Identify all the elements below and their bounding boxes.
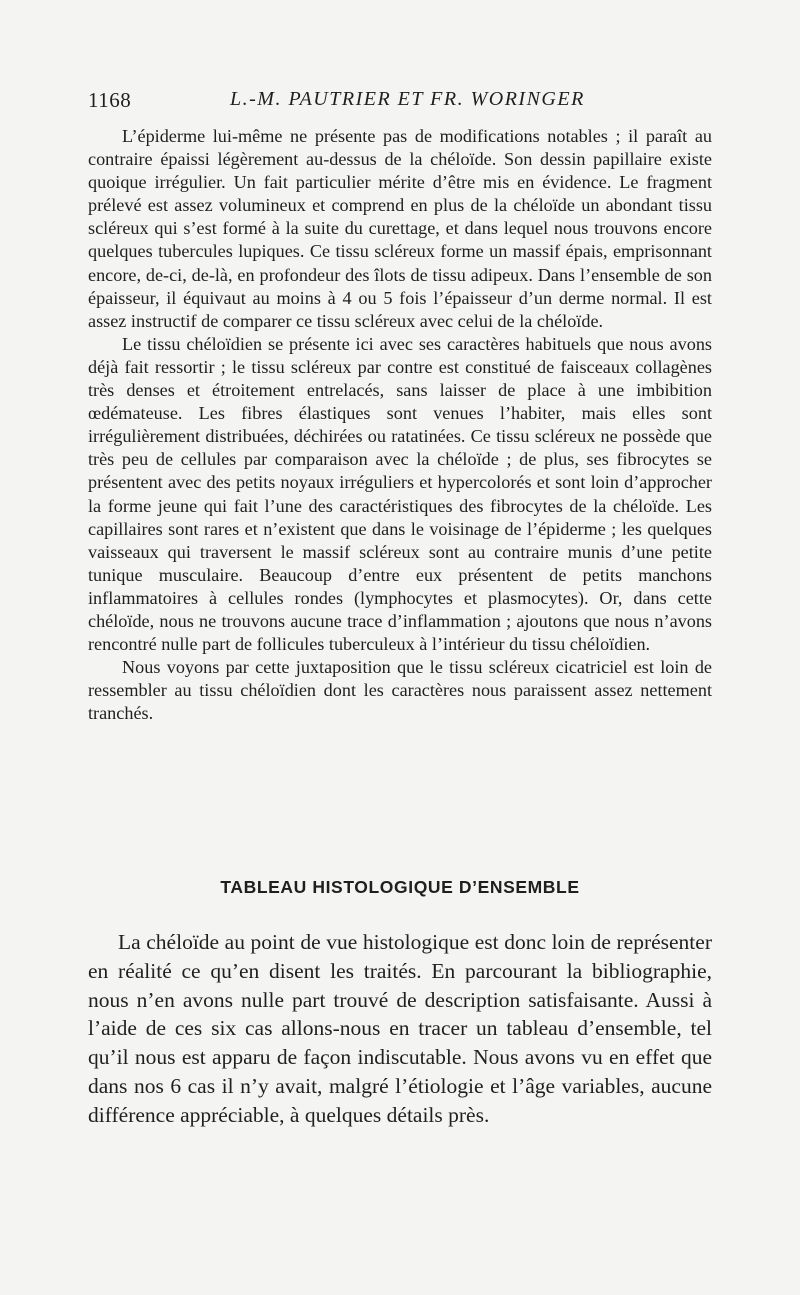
paragraph: Le tissu chéloïdien se présente ici avec ses caractères habituels que nous avons déjà fait ressortir ; le tissu scléreux par contre est constitué de faisceaux collagènes très denses et étroitement entrelacés, sans laisser de place à une imbibition œdémateuse. Les fibres élastiques sont venues l’habiter, mais elles sont irrégulièrement distribuées, déchirées ou ratatinées. Ce tissu scléreux ne possède que très peu de cellules par comparaison avec la chéloïde ; de plus, ses fibrocytes se présentent avec des petits noyaux irréguliers et hypercolorés et sont loin d’approcher la forme jeune qui fait l’une des caractéristiques des fibrocytes de la chéloïde. Les capillaires sont rares et n’existent que dans le voisinage de l’épiderme ; les quelques vaisseaux qui traversent le massif scléreux sont au contraire munis d’une petite tunique musculaire. Beaucoup d’entre eux présentent de petits manchons inflammatoires à cellules rondes (lymphocytes et plasmocytes). Or, dans cette chéloïde, nous ne trouvons aucune trace d’inflammation ; ajoutons que nous n’avons rencontré nulle part de follicules tuberculeux à l’intérieur du tissu chéloïdien. xyxy=(88,333,712,655)
page-header xyxy=(88,88,712,118)
paragraph: La chéloïde au point de vue histologique est donc loin de représenter en réalité ce qu’en disent les traités. En parcourant la bibliographie, nous n’en avons nulle part trouvé de description satisfaisante. Aussi à l’aide de ces six cas allons-nous en tracer un tableau d’ensemble, tel qu’il nous est apparu de façon indiscutable. Nous avons vu en effet que dans nos 6 cas il n’y avait, malgré l’étiologie et l’âge variables, aucune différence appréciable, à quelques détails près. xyxy=(88,930,712,1127)
section-heading: TABLEAU HISTOLOGIQUE D’ENSEMBLE xyxy=(220,877,580,897)
page-number: 1168 xyxy=(88,88,132,112)
body-text-large xyxy=(88,928,712,1130)
paragraph: Nous voyons par cette juxtaposition que le tissu scléreux cicatriciel est loin de ressembler au tissu chéloïdien dont les caractères nous paraissent assez nettement tranchés. xyxy=(88,657,712,724)
running-head: L.-M. PAUTRIER ET FR. WORINGER xyxy=(230,88,585,110)
body-text-small xyxy=(88,125,712,725)
paragraph: L’épiderme lui-même ne présente pas de modifications notables ; il paraît au contraire épaissi légèrement au-dessus de la chéloïde. Son dessin papillaire existe quoique irrégulier. Un fait particulier mérite d’être mis en évidence. Le fragment prélevé est assez volumineux et comprend en plus de la chéloïde un abondant tissu scléreux qui s’est formé à la suite du curettage, et dans lequel nous trouvons encore quelques tubercules lupiques. Ce tissu scléreux forme un massif épais, emprisonnant encore, de-ci, de-là, en profondeur des îlots de tissu adipeux. Dans l’ensemble de son épaisseur, il équivaut au moins à 4 ou 5 fois l’épaisseur d’un derme normal. Il est assez instructif de comparer ce tissu scléreux avec celui de la chéloïde. xyxy=(88,126,712,331)
